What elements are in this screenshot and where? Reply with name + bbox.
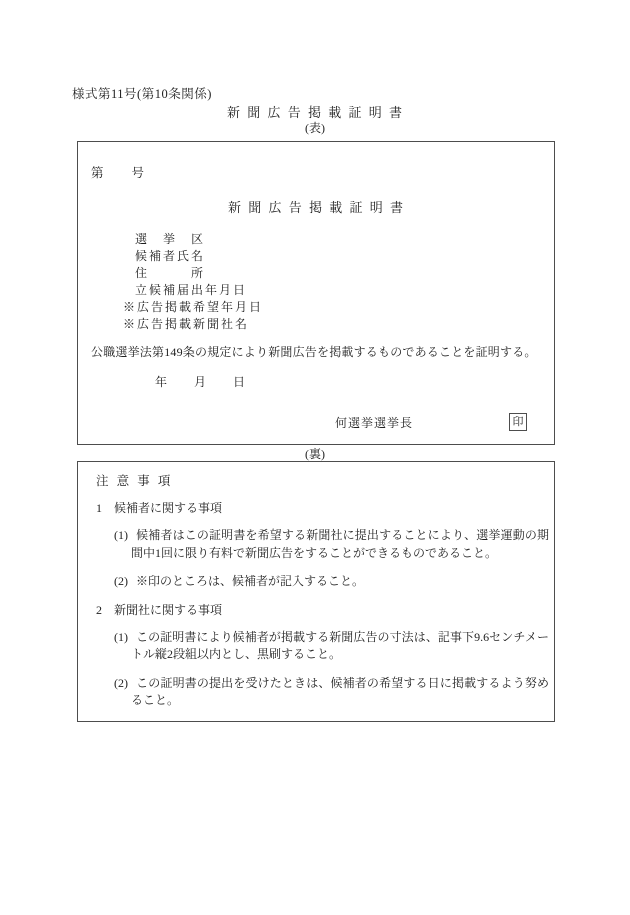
note-item-text: この証明書により候補者が掲載する新聞広告の寸法は、記事下9.6センチメートル縦2段組以内とし、黒刷すること。 (131, 629, 549, 661)
certificate-title: 新 聞 広 告 掲 載 証 明 書 (227, 200, 404, 215)
notes-section-newspapers (96, 601, 549, 710)
certificate-number: 第 号 (91, 166, 146, 180)
section-number: 2 (96, 602, 102, 617)
note-item-text: 候補者はこの証明書を希望する新聞社に提出することにより、選挙運動の期間中1回に限り有料で新聞広告をすることができるものであること。 (131, 528, 549, 560)
notes-section-candidates (96, 499, 549, 591)
note-item-number: (1) (114, 629, 128, 644)
note-item-number: (1) (114, 528, 128, 542)
field-desired-publication-date: ※広告掲載希望年月日 (123, 300, 264, 314)
signer-row (91, 413, 541, 431)
field-electoral-district: 選 挙 区 (135, 232, 206, 246)
field-address: 住 所 (135, 266, 206, 280)
notes-title: 注 意 事 項 (96, 474, 172, 488)
front-side-label: (表) (305, 121, 325, 135)
note-item (114, 527, 549, 562)
back-notes-box (77, 461, 555, 722)
page-title: 新 聞 広 告 掲 載 証 明 書 (226, 105, 403, 120)
section-heading-text: 新聞社に関する事項 (114, 602, 223, 617)
signer-title: 何選挙選挙長 (334, 415, 413, 430)
seal-mark: 印 (509, 413, 527, 431)
note-item-text: この証明書の提出を受けたときは、候補者の希望する日に掲載するよう努めること。 (131, 675, 549, 707)
note-item (114, 675, 549, 710)
field-newspaper-company-name: ※広告掲載新聞社名 (123, 317, 250, 331)
field-candidate-name: 候補者氏名 (135, 249, 206, 263)
section-heading (96, 499, 549, 516)
date-line: 年 月 日 (155, 375, 247, 389)
field-candidacy-filing-date: 立候補届出年月日 (135, 283, 248, 297)
section-heading (96, 601, 549, 618)
note-item-text: ※印のところは、候補者が記入すること。 (136, 574, 365, 588)
section-heading-text: 候補者に関する事項 (114, 501, 223, 515)
back-side-label: (裏) (305, 447, 325, 461)
front-certificate-box (77, 141, 555, 445)
note-item (114, 629, 549, 664)
note-item-number: (2) (114, 675, 128, 690)
note-item-number: (2) (114, 574, 128, 588)
form-number: 様式第11号(第10条関係) (72, 87, 212, 101)
section-number: 1 (96, 501, 102, 515)
certification-statement: 公職選挙法第149条の規定により新聞広告を掲載するものであることを証明する。 (91, 345, 537, 359)
certificate-fields (91, 231, 541, 333)
note-item (114, 573, 549, 591)
